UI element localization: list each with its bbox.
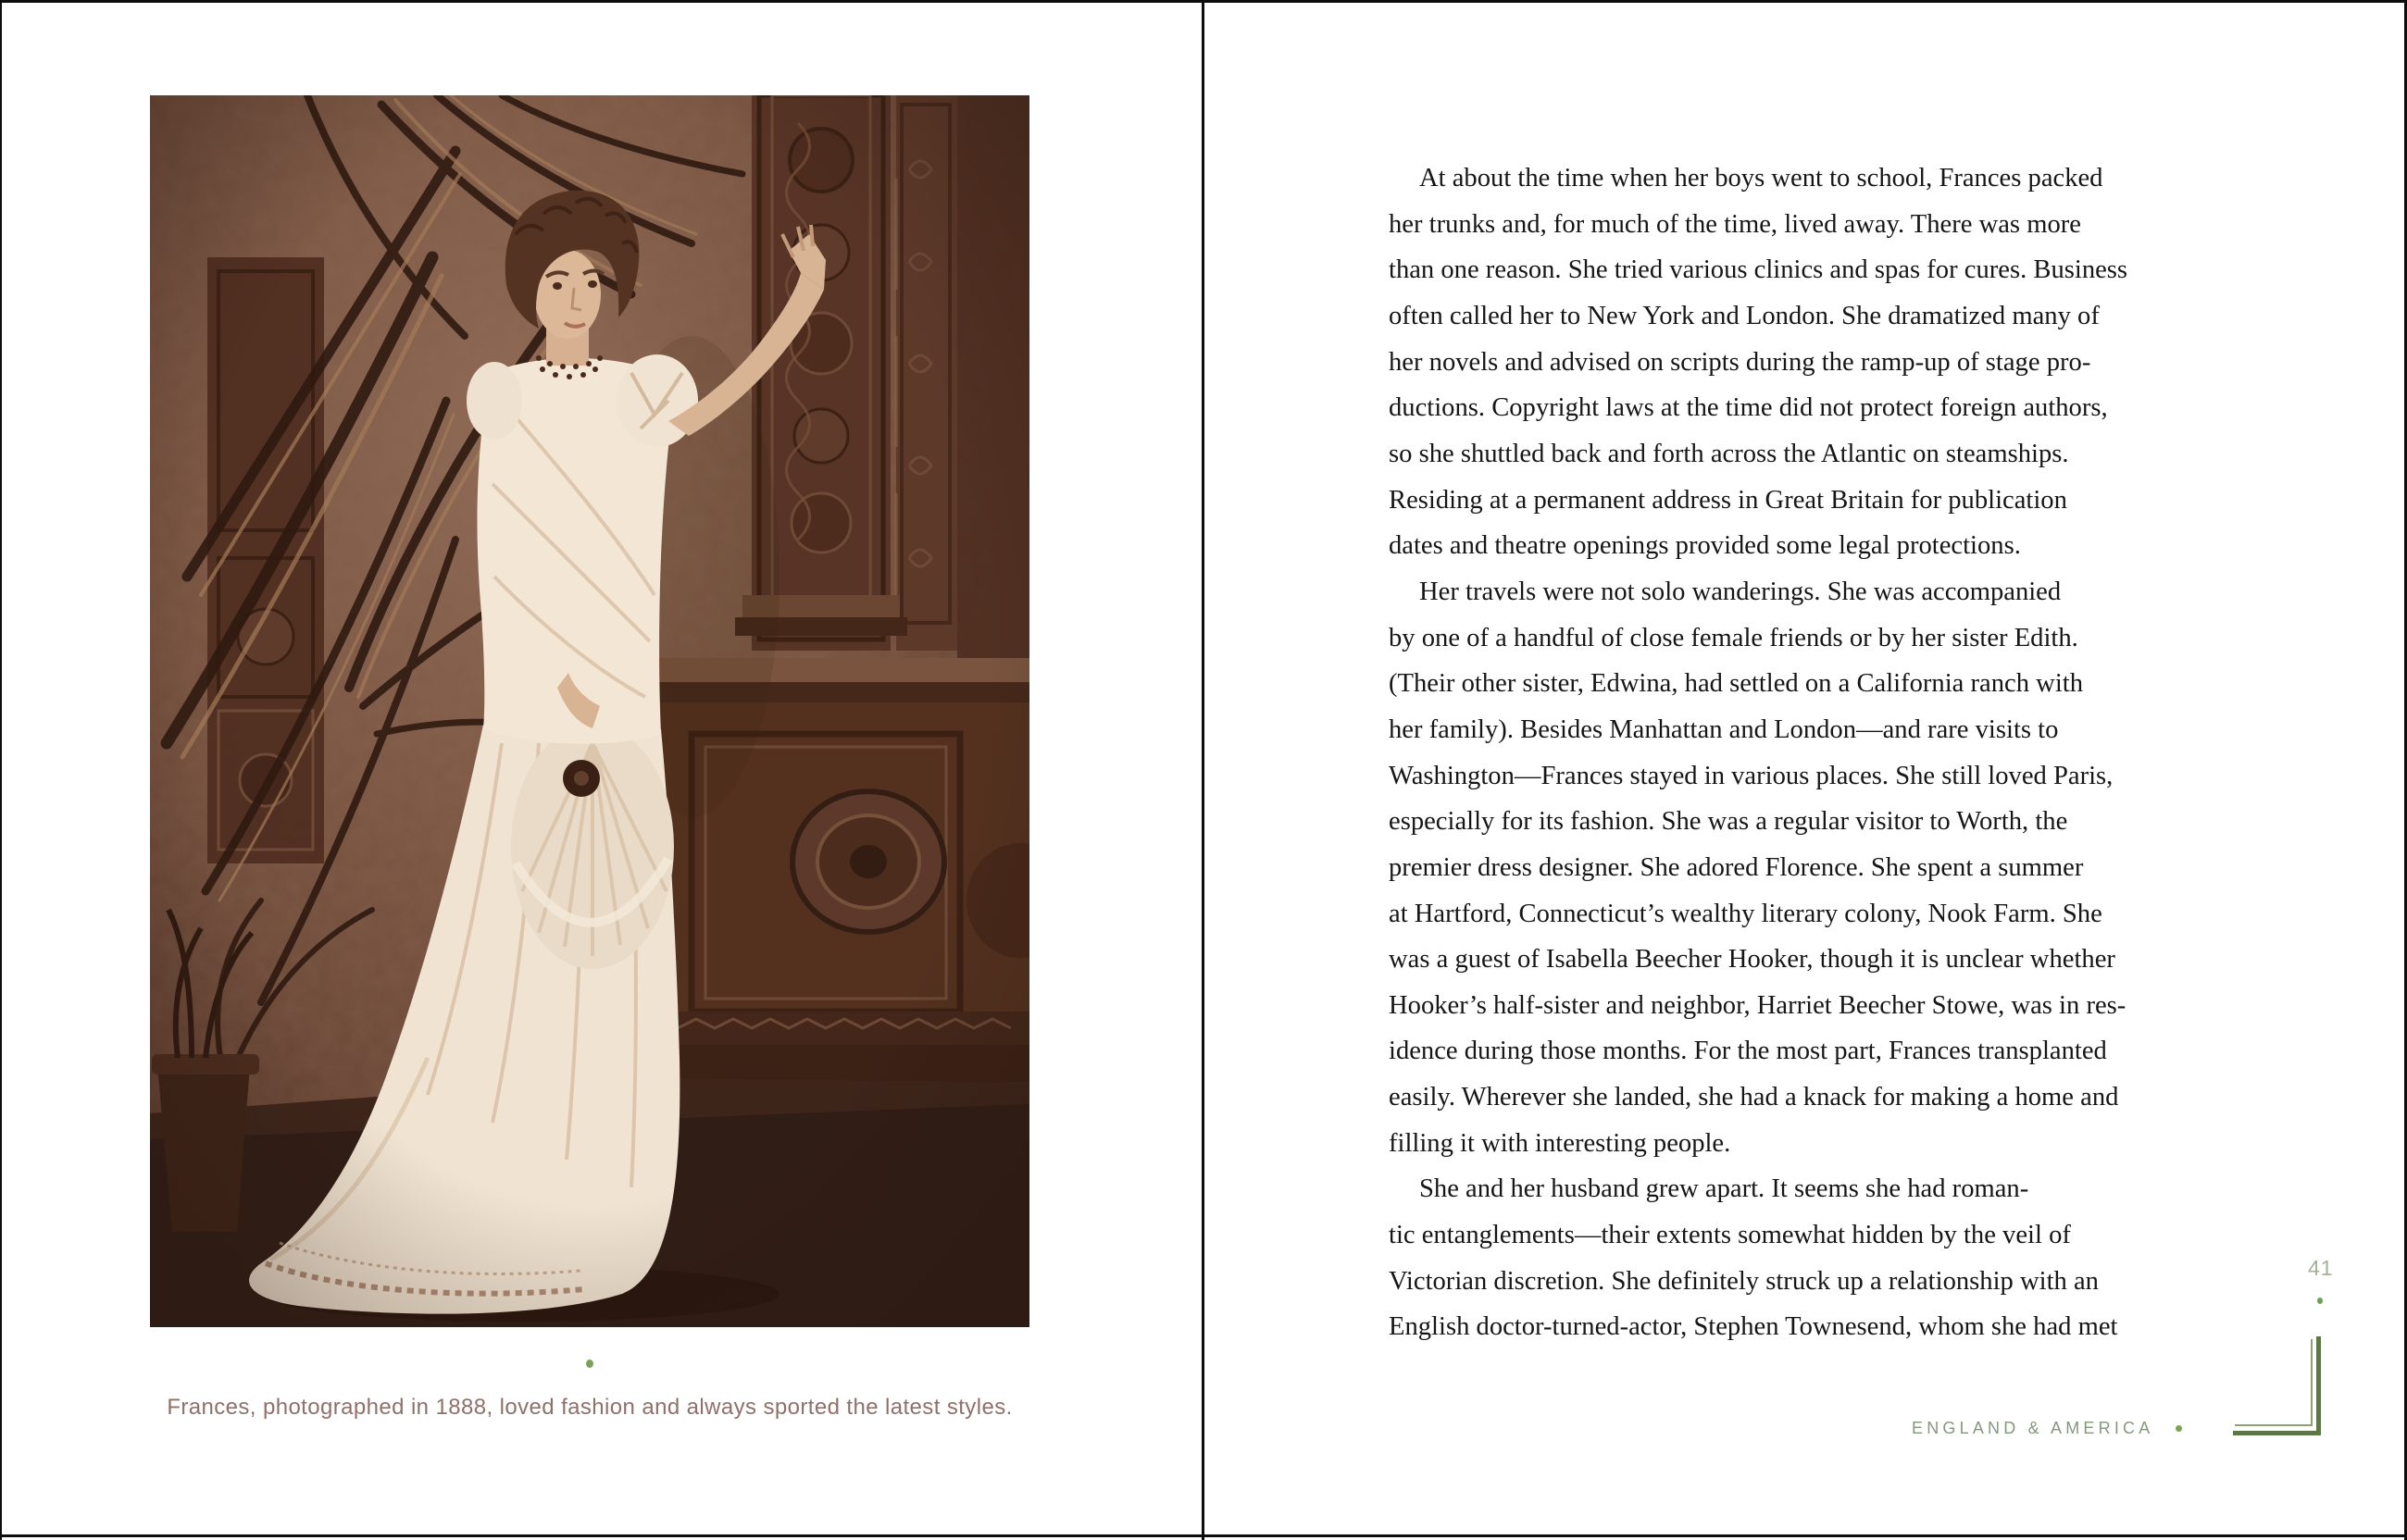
page-number-dot: [2317, 1298, 2323, 1304]
footer-dot: [2176, 1425, 2182, 1432]
caption-section-dot: [586, 1360, 593, 1368]
photo-caption: Frances, photographed in 1888, loved fashion and always sported the latest styles.: [167, 1395, 1013, 1420]
corner-ornament-inner-horizontal: [2235, 1424, 2313, 1426]
body-line: by one of a handful of close female friends or by her sister Edith.: [1389, 623, 2078, 652]
page-gutter-divider: [1202, 0, 1204, 1540]
body-line: tic entanglements—their extents somewhat hidden by the veil of: [1389, 1221, 2071, 1250]
corner-ornament-outer-vertical: [2316, 1336, 2321, 1435]
running-footer-label: ENGLAND & AMERICA: [1912, 1419, 2154, 1437]
body-line: (Their other sister, Edwina, had settled on a California ranch with: [1389, 669, 2083, 699]
body-line: At about the time when her boys went to school, Frances packed: [1419, 164, 2103, 192]
body-line: She and her husband grew apart. It seems she had roman-: [1419, 1174, 2029, 1204]
portrait-photo: [150, 95, 1029, 1327]
body-line: premier dress designer. She adored Florence. She spent a summer: [1389, 852, 2084, 882]
body-line: at Hartford, Connecticut’s wealthy literary colony, Nook Farm. She: [1389, 899, 2102, 928]
body-line: Victorian discretion. She definitely struck up a relationship with an: [1389, 1266, 2099, 1296]
body-line: easily. Wherever she landed, she had a knack for making a home and: [1389, 1083, 2119, 1112]
body-line: Residing at a permanent address in Great Britain for publication: [1389, 485, 2067, 515]
body-line: filling it with interesting people.: [1389, 1128, 1731, 1158]
body-line: often called her to New York and London. She dramatized many of: [1389, 301, 2100, 330]
body-line: her novels and advised on scripts during the ramp-up of stage pro-: [1389, 347, 2091, 377]
running-footer: [1912, 1419, 2182, 1438]
corner-ornament-inner-vertical: [2311, 1339, 2313, 1426]
body-line: idence during those months. For the most part, Frances transplanted: [1389, 1037, 2107, 1066]
corner-ornament: [2233, 1336, 2322, 1436]
page-number: 41: [2308, 1256, 2334, 1280]
body-line: ductions. Copyright laws at the time did not protect foreign authors,: [1389, 393, 2108, 423]
body-line: Washington—Frances stayed in various places. She still loved Paris,: [1389, 761, 2114, 790]
body-line: Her travels were not solo wanderings. She was accompanied: [1419, 577, 2062, 606]
body-line: English doctor-turned-actor, Stephen Townesend, whom she had met: [1389, 1312, 2118, 1342]
page-border-left: [0, 0, 2, 1540]
corner-ornament-outer-horizontal: [2233, 1431, 2321, 1435]
photo-vignette: [150, 95, 1029, 1327]
body-line: Hooker’s half-sister and neighbor, Harriet Beecher Stowe, was in res-: [1389, 990, 2126, 1020]
body-line: so she shuttled back and forth across the Atlantic on steamships.: [1389, 439, 2069, 468]
body-line: her family). Besides Manhattan and London—and rare visits to: [1389, 714, 2059, 744]
body-line: than one reason. She tried various clinics and spas for cures. Business: [1389, 255, 2128, 285]
body-line: was a guest of Isabella Beecher Hooker, though it is unclear whether: [1389, 945, 2115, 975]
body-line: her trunks and, for much of the time, lived away. There was more: [1389, 209, 2081, 239]
body-line: dates and theatre openings provided some legal protections.: [1389, 531, 2021, 561]
body-text: [1389, 155, 2250, 1350]
body-line: especially for its fashion. She was a regular visitor to Worth, the: [1389, 807, 2068, 837]
